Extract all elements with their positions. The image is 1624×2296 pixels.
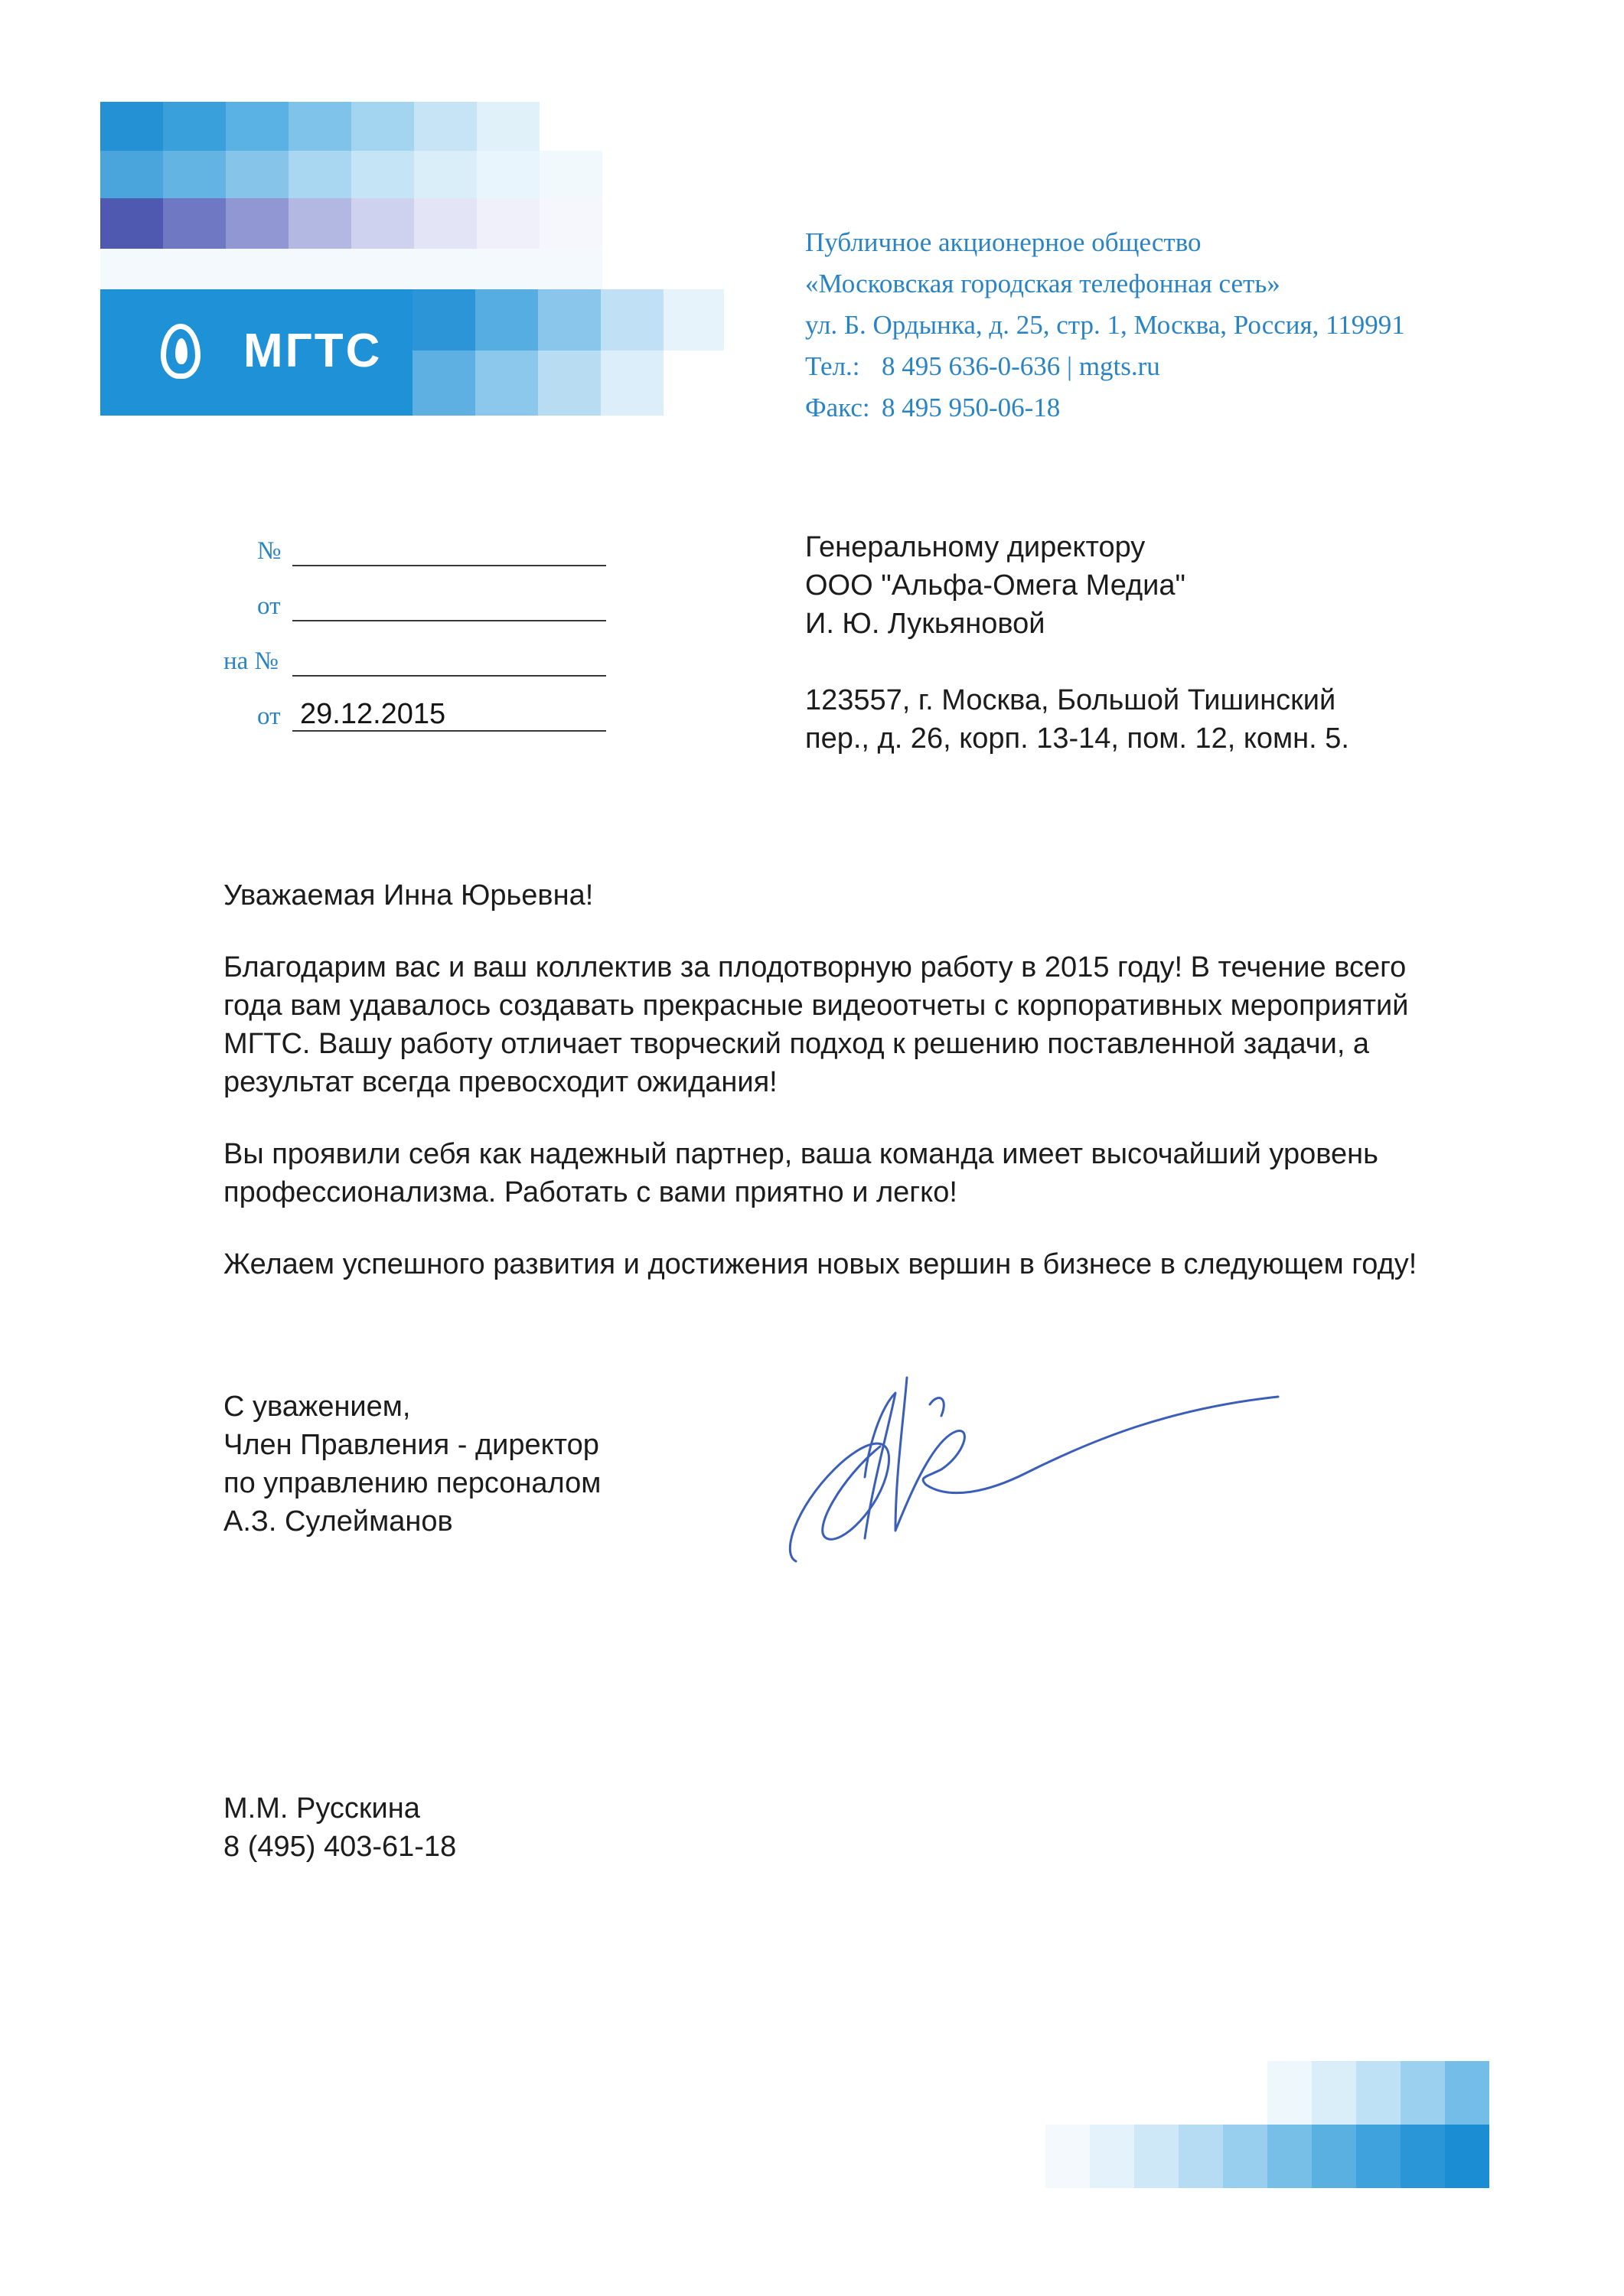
addressee-block [805,528,1570,758]
letter-body [223,876,1479,1317]
ref-number-row [214,638,612,693]
ref-number-line [292,675,606,677]
addressee-address-line1: 123557, г. Москва, Большой Тишинский [805,684,1336,716]
company-requisites [805,222,1570,429]
company-name-line2: «Московская городская телефонная сеть» [805,269,1280,298]
fax-label: Факс: [805,393,870,422]
reg-number-label: № [257,537,282,565]
registration-fields [214,528,612,748]
signer-position-line2: по управлению персоналом [223,1467,602,1499]
company-fax [805,387,1570,429]
paragraph-1-line3: МГТС. Вашу работу отличает творческий подход к решению поставленной задачи, а [223,1028,1370,1060]
addressee-address-line2: пер., д. 26, корп. 13-14, пом. 12, комн. 5. [805,722,1349,755]
reg-number-line [292,565,606,566]
paragraph-1-line4: результат всегда превосходит ожидания! [223,1066,778,1098]
footer-pixel-pattern [1045,2061,1489,2188]
contact-block [223,1789,759,1866]
addressee-company: ООО "Альфа-Омега Медиа" [805,569,1186,602]
contact-name: М.М. Русскина [223,1792,420,1825]
company-address: ул. Б. Ордынка, д. 25, стр. 1, Москва, Россия, 119991 [805,310,1405,340]
handwritten-signature [773,1362,1293,1584]
paragraph-2 [223,1135,1479,1212]
ref-number-label: на № [223,647,279,675]
paragraph-1-line2: года вам удавалось создавать прекрасные видеоотчеты с корпоративных мероприятий [223,990,1409,1022]
fax-value: 8 495 950-06-18 [882,393,1061,422]
signer-position-line1: Член Правления - директор [223,1429,599,1461]
closing: С уважением, [223,1391,411,1423]
reg-number-row [214,528,612,583]
paragraph-3: Желаем успешного развития и достижения новых вершин в бизнесе в следующем году! [223,1248,1417,1280]
brand-logo-text: МГТС [243,325,383,377]
phone-value: 8 495 636-0-636 | mgts.ru [882,351,1160,381]
reg-date-line [292,620,606,621]
reg-date-label: от [257,592,281,620]
paragraph-1 [223,948,1479,1101]
signature-block [223,1388,759,1541]
phone-label: Тел.: [805,351,860,381]
addressee-name: И. Ю. Лукьяновой [805,608,1045,640]
signer-name: А.З. Сулейманов [223,1505,453,1538]
paragraph-1-line1: Благодарим вас и ваш коллектив за плодотворную работу в 2015 году! В течение всего [223,951,1407,983]
ref-date-line [292,730,606,732]
greeting: Уважаемая Инна Юрьевна! [223,879,594,912]
ref-date-label: от [257,703,281,730]
addressee-position: Генеральному директору [805,531,1146,563]
company-name-line1: Публичное акционерное общество [805,227,1202,257]
ref-date-value: 29.12.2015 [300,698,446,730]
company-phone [805,346,1570,387]
paragraph-2-line1: Вы проявили себя как надежный партнер, ваша команда имеет высочайший уровень [223,1138,1378,1170]
paragraph-2-line2: профессионализма. Работать с вами приятно и легко! [223,1176,957,1208]
ref-date-row [214,693,612,748]
contact-phone: 8 (495) 403-61-18 [223,1831,457,1863]
reg-date-row [214,583,612,638]
